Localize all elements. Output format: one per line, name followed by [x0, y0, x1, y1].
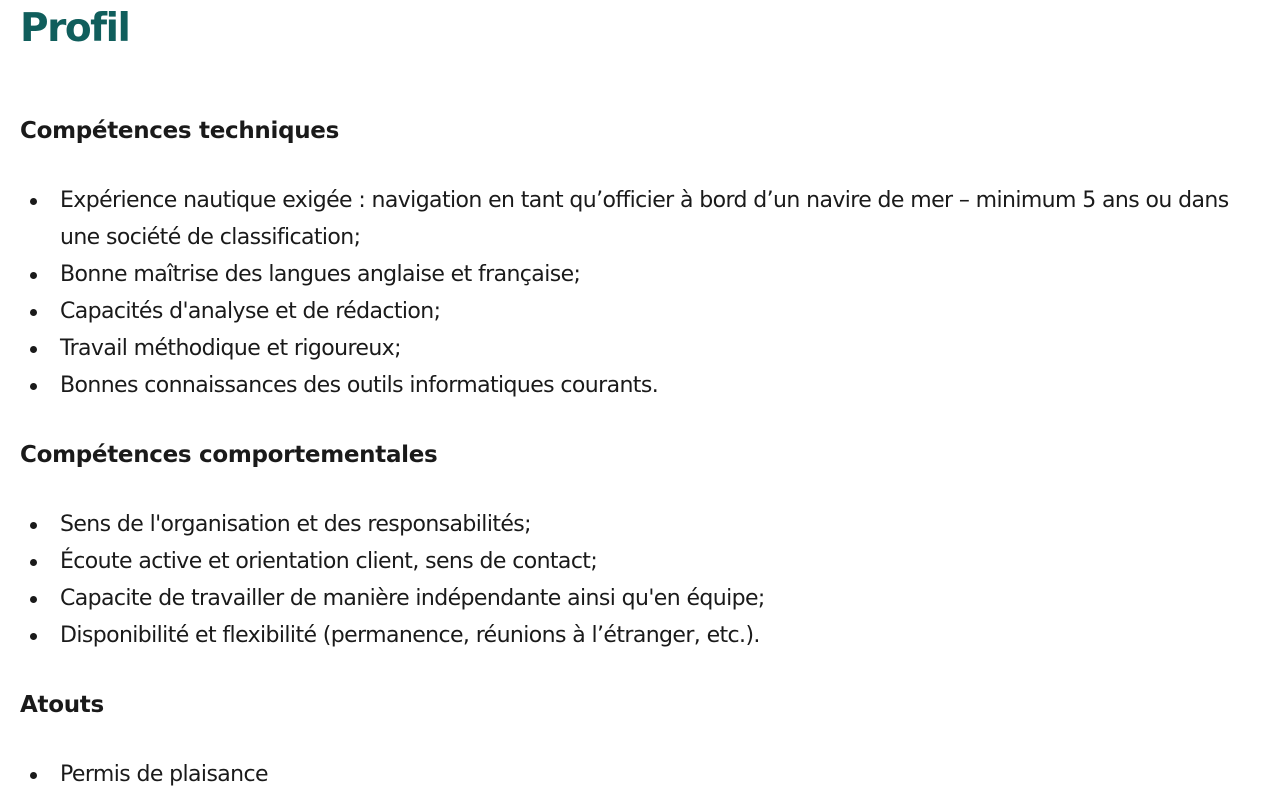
technical-skills-list [20, 182, 1248, 404]
assets-list [20, 756, 1248, 793]
bullet-icon [30, 272, 37, 279]
section-technical-skills [20, 116, 1248, 404]
list-item [20, 580, 1248, 617]
bullet-icon [30, 383, 37, 390]
section-heading: Compétences techniques [20, 118, 339, 144]
list-item-text: Bonne maîtrise des langues anglaise et française; [60, 262, 581, 287]
list-item-text: Permis de plaisance [60, 762, 268, 787]
list-item-text: Sens de l'organisation et des responsabilités; [60, 512, 531, 537]
list-item [20, 367, 1248, 404]
bullet-icon [30, 346, 37, 353]
list-item [20, 756, 1248, 793]
list-item-text: Écoute active et orientation client, sens de contact; [60, 549, 598, 574]
bullet-icon [30, 772, 37, 779]
section-heading: Compétences comportementales [20, 442, 438, 468]
list-item-text: Expérience nautique exigée : navigation en tant qu’officier à bord d’un navire de mer – minimum 5 ans ou dans une société de classification; [60, 188, 1229, 250]
bullet-icon [30, 596, 37, 603]
bullet-icon [30, 559, 37, 566]
bullet-icon [30, 633, 37, 640]
list-item-text: Capacités d'analyse et de rédaction; [60, 299, 441, 324]
list-item [20, 617, 1248, 654]
section-behavioral-skills [20, 440, 1248, 654]
list-item [20, 330, 1248, 367]
list-item [20, 543, 1248, 580]
section-heading: Atouts [20, 692, 104, 718]
behavioral-skills-list [20, 506, 1248, 654]
bullet-icon [30, 522, 37, 529]
list-item-text: Travail méthodique et rigoureux; [60, 336, 401, 361]
list-item [20, 506, 1248, 543]
bullet-icon [30, 309, 37, 316]
list-item-text: Disponibilité et flexibilité (permanence, réunions à l’étranger, etc.). [60, 623, 760, 648]
list-item-text: Bonnes connaissances des outils informatiques courants. [60, 373, 659, 398]
list-item-text: Capacite de travailler de manière indépendante ainsi qu'en équipe; [60, 586, 765, 611]
list-item [20, 293, 1248, 330]
page-title: Profil [20, 6, 130, 51]
list-item [20, 256, 1248, 293]
bullet-icon [30, 198, 37, 205]
section-assets [20, 690, 1248, 793]
list-item [20, 182, 1248, 256]
